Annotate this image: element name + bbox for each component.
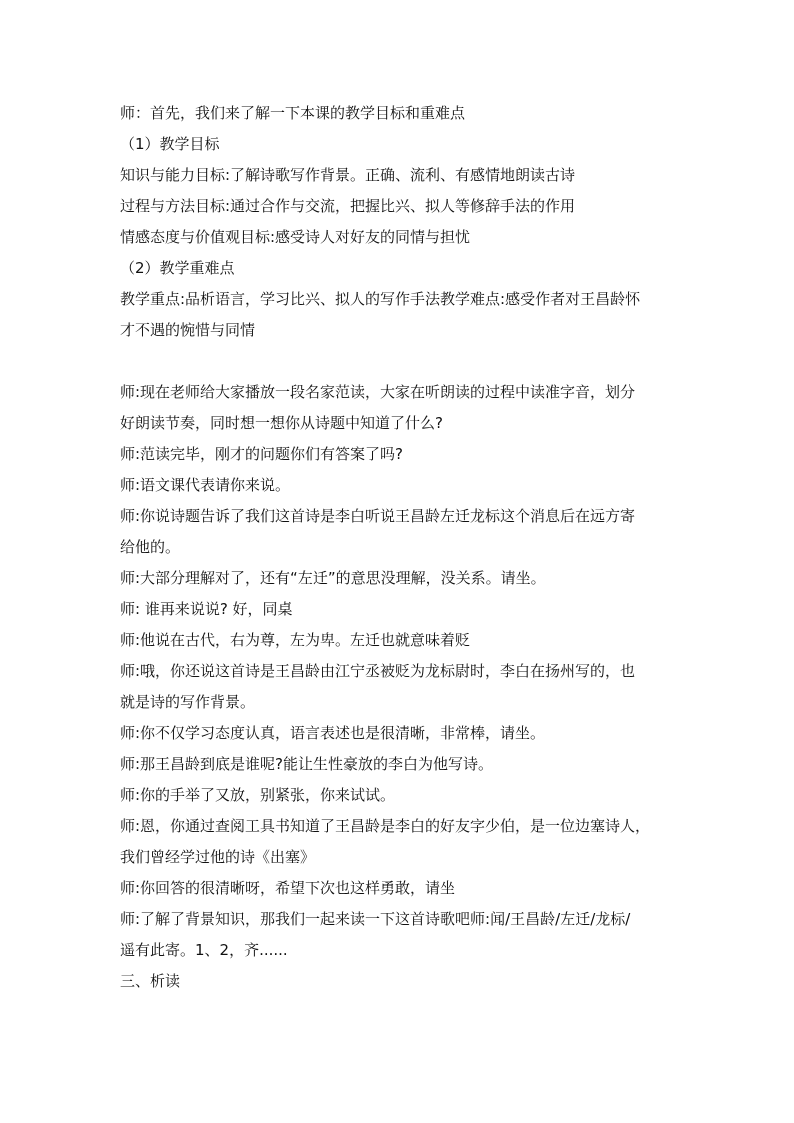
text-line: 就是诗的写作背景。	[120, 693, 256, 711]
text-line: 师:你回答的很清晰呀，希望下次也这样勇敢，请坐	[120, 879, 456, 897]
text-line: 师:范读完毕，刚才的问题你们有答案了吗?	[120, 445, 404, 463]
text-line: 师:大部分理解对了，还有“左迁”的意思没理解，没关系。请坐。	[120, 569, 546, 587]
text-line: 师:你不仅学习态度认真，语言表述也是很清晰，非常棒，请坐。	[120, 724, 546, 742]
text-line: 师:你的手举了又放，别紧张，你来试试。	[120, 786, 396, 804]
text-line: 师：首先，我们来了解一下本课的教学目标和重难点	[120, 104, 466, 122]
document-body	[120, 98, 680, 997]
text-line: 师:语文课代表请你来说。	[120, 476, 291, 494]
text-line: 师:他说在古代，右为尊，左为卑。左迁也就意味着贬	[120, 631, 471, 649]
blank-line	[120, 346, 680, 377]
text-line: 遥有此寄。1、2，齐......	[120, 941, 288, 959]
text-line: 师:了解了背景知识，那我们一起来读一下这首诗歌吧师:闻/王昌龄/左迁/龙标/	[120, 910, 631, 928]
section-heading: （1）教学目标	[120, 135, 220, 153]
text-line: 教学重点:品析语言，学习比兴、拟人的写作手法教学难点:感受作者对王昌龄怀	[120, 290, 641, 308]
text-line: 师:那王昌龄到底是谁呢?能让生性豪放的李白为他写诗。	[120, 755, 494, 773]
text-line: 过程与方法目标:通过合作与交流，把握比兴、拟人等修辞手法的作用	[120, 197, 576, 215]
section-heading: （2）教学重难点	[120, 259, 235, 277]
text-line: 给他的。	[120, 538, 181, 556]
section-heading: 三、析读	[120, 972, 181, 990]
text-line: 情感态度与价值观目标:感受诗人对好友的同情与担忧	[120, 228, 471, 246]
text-line: 好朗读节奏，同时想一想你从诗题中知道了什么?	[120, 414, 443, 432]
text-line: 师:现在老师给大家播放一段名家范读，大家在听朗读的过程中读准字音，划分	[120, 383, 636, 401]
text-line: 才不遇的惋惜与同情	[120, 321, 256, 339]
text-line: 我们曾经学过他的诗《出塞》	[120, 848, 316, 866]
text-line: 师: 谁再来说说? 好，同桌	[120, 600, 293, 618]
text-line: 师:哦，你还说这首诗是王昌龄由江宁丞被贬为龙标尉时，李白在扬州写的，也	[120, 662, 636, 680]
text-line: 知识与能力目标:了解诗歌写作背景。正确、流利、有感情地朗读古诗	[120, 166, 576, 184]
text-line: 师:你说诗题告诉了我们这首诗是李白听说王昌龄左迁龙标这个消息后在远方寄	[120, 507, 636, 525]
text-line: 师:恩，你通过查阅工具书知道了王昌龄是李白的好友字少伯，是一位边塞诗人，	[120, 817, 651, 835]
